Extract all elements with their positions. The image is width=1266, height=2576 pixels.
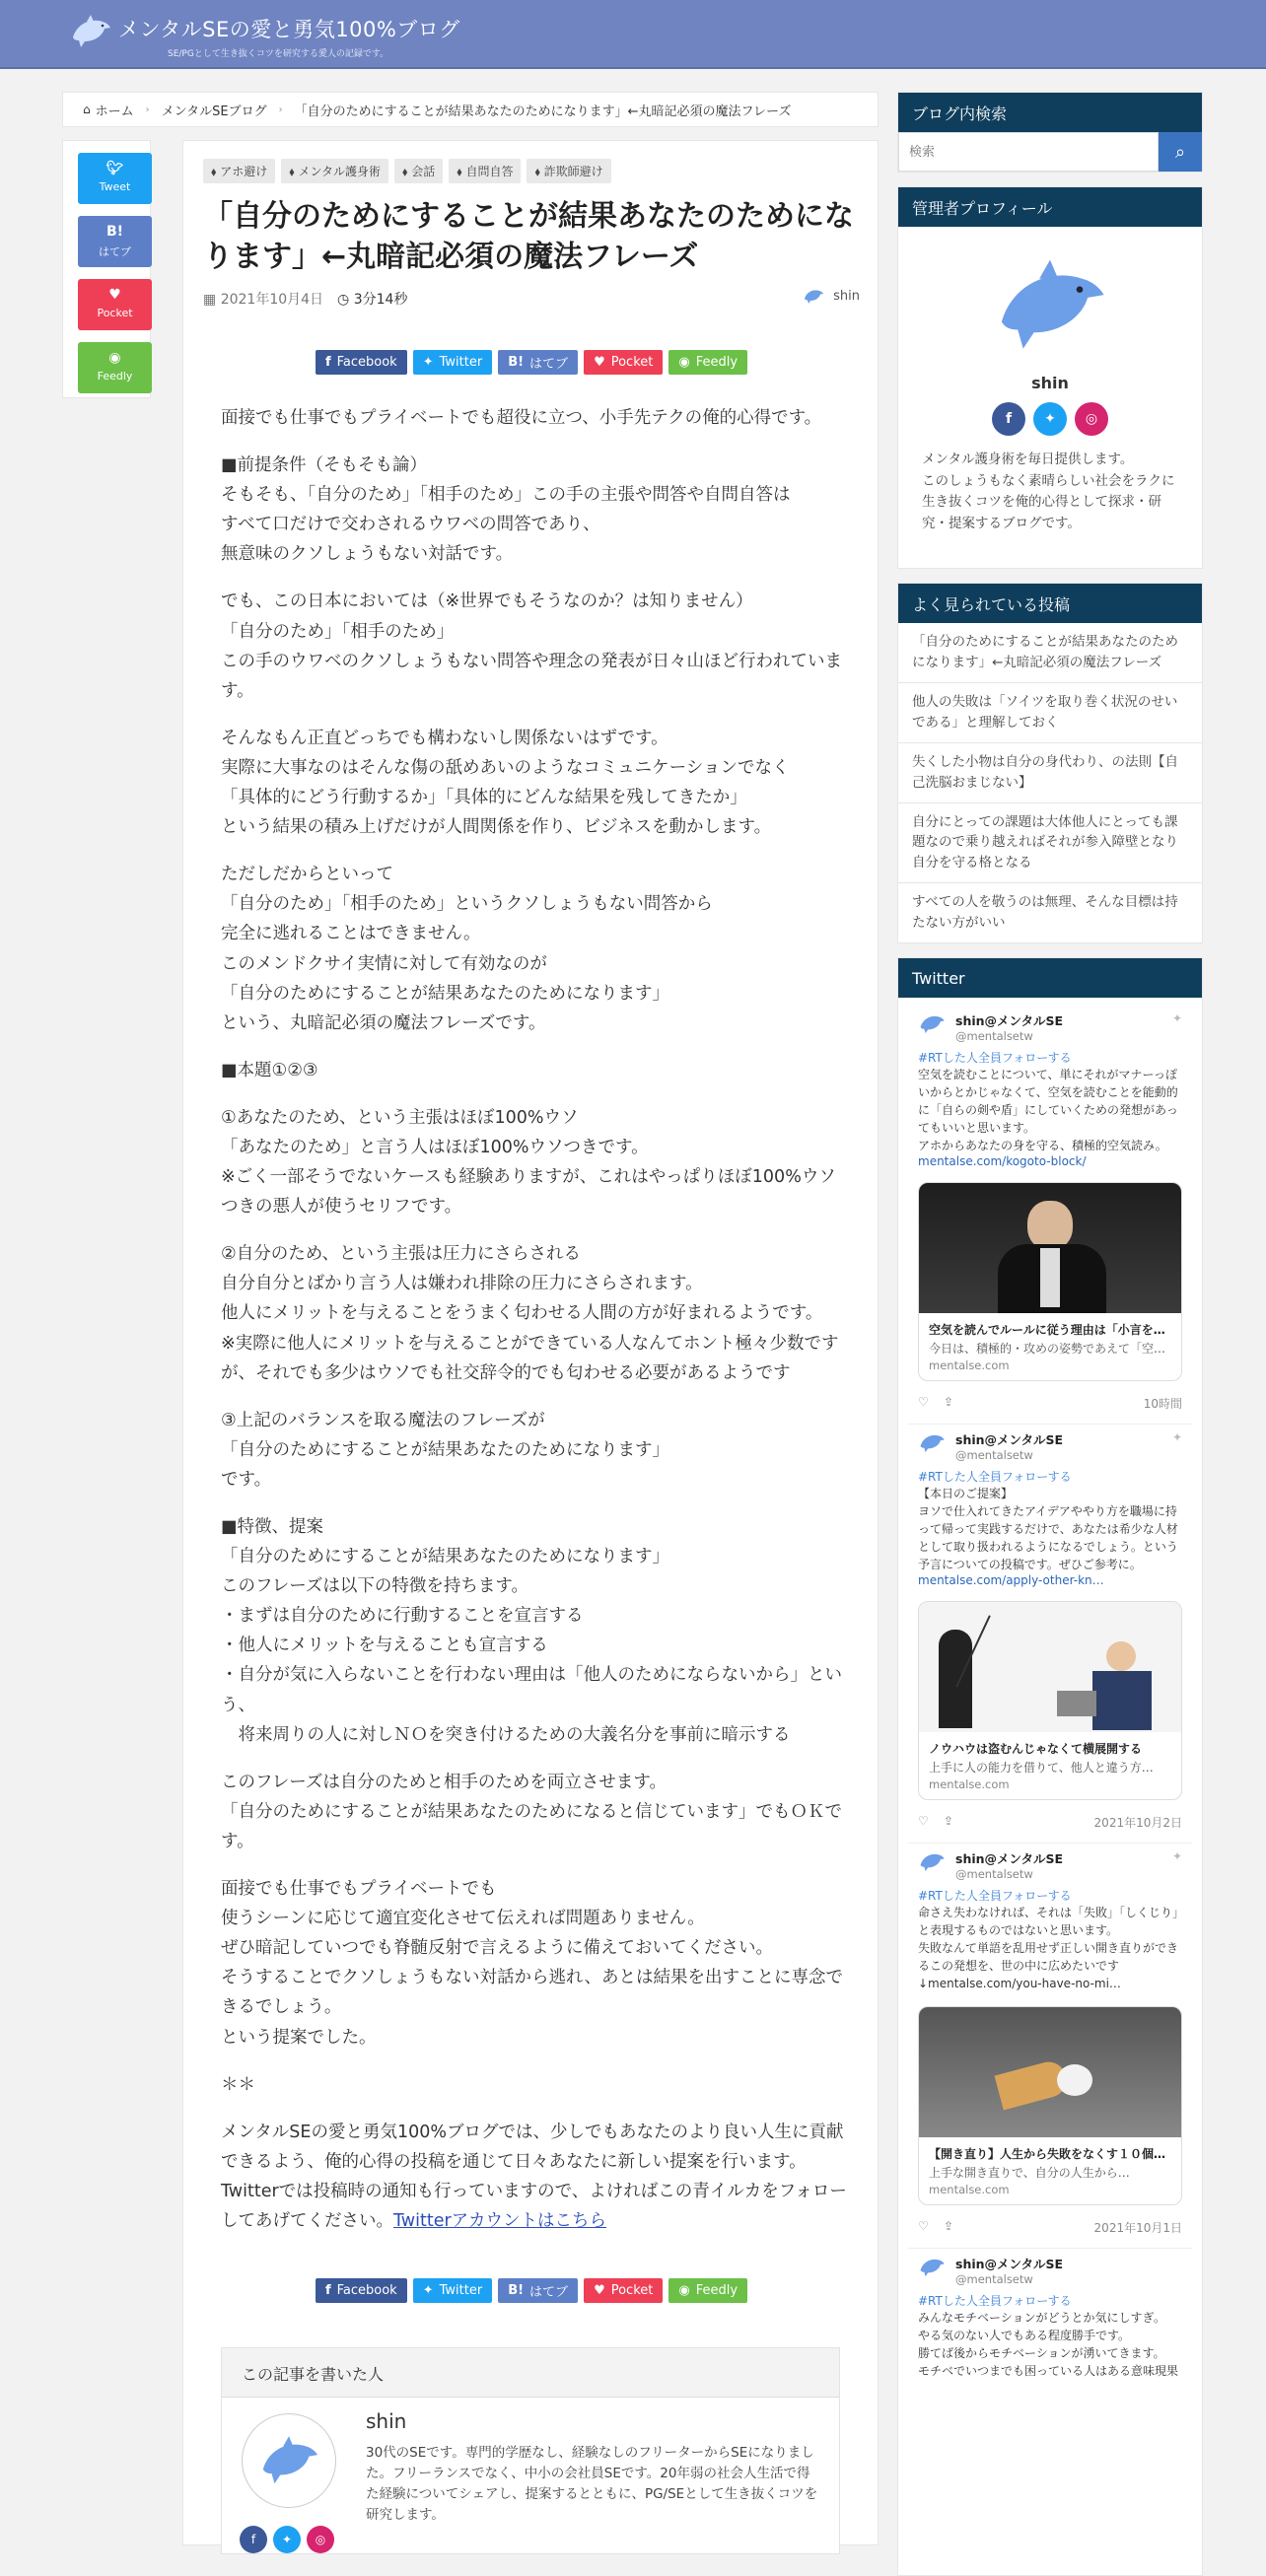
paragraph: ③上記のバランスを取る魔法のフレーズが 「自分のためにすることが結果あなたのためになります」 です。	[221, 1410, 669, 1490]
site-subtitle: SE/PGとして生き抜くコツを研究する愛人の記録です。	[168, 49, 389, 59]
paragraph: ①あなたのため、という主張はほぼ100%ウソ 「あなたのため」と言う人はほぼ100%ウソつきです。 ※ごく一部そうでないケースも経験ありますが、これはやっぱりほぼ100%ウソつきの悪人が使うセリフです。	[221, 1107, 836, 1218]
facebook-icon[interactable]: f	[240, 2526, 267, 2553]
twitter-widget-heading: Twitter	[898, 958, 1202, 998]
author-box-heading: この記事を書いた人	[222, 2348, 839, 2398]
heart-icon[interactable]: ♡	[918, 2219, 929, 2234]
read-time: ◷ 3分14秒	[337, 292, 408, 308]
twitter-account-link[interactable]: Twitterアカウントはこちら	[393, 2210, 606, 2231]
feedly-label: Feedly	[97, 370, 133, 383]
dolphin-icon	[257, 2433, 320, 2488]
tweet-author-name[interactable]: shin@メンタルSE	[955, 2257, 1064, 2272]
instagram-icon[interactable]: ◎	[1075, 402, 1108, 436]
floating-share-bar	[62, 140, 151, 398]
twitter-bird-icon[interactable]: ✦	[1171, 1430, 1182, 1445]
article-author[interactable]: shin	[802, 287, 860, 305]
rss-icon: ◉	[678, 2283, 690, 2298]
tag-item[interactable]: ⬧ 詐欺師避け	[527, 159, 610, 183]
facebook-share-button[interactable]: f Facebook	[316, 350, 407, 375]
search-widget-heading: ブログ内検索	[898, 93, 1202, 132]
twitter-icon: ✦	[422, 355, 434, 370]
tweet-hashtag[interactable]: #RTした人全員フォローする	[918, 1051, 1072, 1066]
tweet-button[interactable]	[78, 153, 152, 204]
tweet-card-image	[919, 2007, 1181, 2137]
sidebar	[897, 92, 1203, 2576]
tweet-handle[interactable]: @mentalsetw	[955, 1867, 1033, 1882]
tweet[interactable]	[908, 1425, 1192, 1844]
tweet[interactable]	[908, 2249, 1192, 2392]
popular-post-link[interactable]: 自分にとっての課題は大体他人にとっても課題なので乗り越えればそれが参入障壁となり自分を守る格となる	[898, 803, 1202, 884]
tweet-card-image	[919, 1183, 1181, 1313]
post-date: ▦ 2021年10月4日	[203, 292, 324, 308]
tweet-handle[interactable]: @mentalsetw	[955, 2272, 1033, 2287]
tweet-link[interactable]: mentalse.com/kogoto-block/	[918, 1154, 1087, 1169]
instagram-icon[interactable]: ◎	[307, 2526, 334, 2553]
author-avatar	[242, 2413, 336, 2508]
twitter-icon: ✦	[422, 2283, 434, 2298]
tweet-author-name[interactable]: shin@メンタルSE	[955, 1432, 1064, 1448]
breadcrumb-home[interactable]: ホーム	[95, 104, 134, 119]
chevron-right-icon: ›	[278, 104, 283, 115]
rss-icon: ◉	[108, 350, 121, 366]
chevron-right-icon: ›	[145, 104, 150, 115]
twitter-icon: 🐦︎	[106, 161, 124, 176]
article-body	[221, 403, 852, 2254]
popular-posts-heading: よく見られている投稿	[898, 584, 1202, 623]
tweet-handle[interactable]: @mentalsetw	[955, 1448, 1033, 1463]
tag-item[interactable]: ⬧ 自問自答	[449, 159, 521, 183]
dolphin-avatar-icon	[918, 2255, 946, 2278]
home-icon: ⌂	[83, 103, 91, 116]
facebook-share-button[interactable]: f Facebook	[316, 2278, 407, 2303]
dolphin-avatar-icon	[918, 1430, 946, 1454]
facebook-icon: f	[324, 2283, 331, 2298]
tweet-text: 命さえ失わなければ、それは「失敗」「しくじり」と表現するものではないと思います。 失敗なんて単語を乱用せず正しい開き直りができるこの発想を、世の中に広めたいです ↓mentalse.com/you-have-no-mi…	[918, 1906, 1179, 1991]
twitter-icon[interactable]: ✦	[273, 2526, 301, 2553]
hatebu-icon: B!	[508, 355, 525, 370]
author-social-links	[240, 2526, 334, 2553]
share-icon[interactable]: ⇪	[944, 1814, 954, 1829]
twitter-bird-icon[interactable]: ✦	[1171, 1011, 1182, 1026]
paragraph: ただしだからといって 「自分のため」「相手のため」というクソしょうもない問答から 完全に逃れることはできません。 このメンドクサイ実情に対して有効なのが 「自分のためにすることが結果あなたのためになります」 という、丸暗記必須の魔法フレーズです。	[221, 865, 713, 1033]
pocket-icon: ♥	[594, 2283, 605, 2298]
search-widget	[897, 92, 1203, 173]
profile-widget	[897, 186, 1203, 569]
tweet-time[interactable]: 2021年10月1日	[1093, 2221, 1182, 2236]
twitter-share-button[interactable]: ✦ Twitter	[413, 2278, 492, 2303]
tweet-link[interactable]: mentalse.com/apply-other-kn…	[918, 1573, 1104, 1588]
tweet-card-url: mentalse.com	[929, 1358, 1010, 1373]
paragraph: このフレーズは自分のためと相手のためを両立させます。 「自分のためにすることが結果あなたのためになると信じています」でもＯＫです。	[221, 1772, 842, 1851]
profile-social-links	[898, 402, 1202, 436]
author-box-desc: 30代のSEです。専門的学歴なし、経験なしのフリーターからSEになりました。フリーランスでなく、中小の会社員SEです。20年弱の社会人生活で得た経験についてシェアし、提案するとともに、PG/SEとして生き抜くコツを研究します。	[366, 2445, 818, 2523]
popular-post-link[interactable]: 失くした小物は自分の身代わり、の法則【自己洗脳おまじない】	[898, 743, 1202, 803]
share-row-top	[183, 350, 879, 375]
tweet-card-title: 空気を読んでルールに従う理由は「小言を…	[929, 1323, 1165, 1338]
breadcrumb-category[interactable]: メンタルSEブログ	[161, 104, 267, 119]
popular-post-link[interactable]: 「自分のためにすることが結果あなたのためになります」←丸暗記必須の魔法フレーズ	[898, 623, 1202, 683]
profile-name: shin	[1031, 374, 1069, 392]
tweet-label: Tweet	[99, 180, 131, 193]
heart-icon[interactable]: ♡	[918, 1395, 929, 1410]
paragraph: ■特徴、提案 「自分のためにすることが結果あなたのためになります」 このフレーズは以下の特徴を持ちます。 ・まずは自分のために行動することを宣言する ・他人にメリットを与えることも宣言する ・自分が気に入らないことを行わない理由は「他人のためにならないから」という、 将来周りの人に対しＮＯを突き付けるための大義名分を事前に暗示する	[221, 1517, 842, 1745]
tweet-hashtag[interactable]: #RTした人全員フォローする	[918, 2294, 1072, 2309]
profile-description: メンタル護身術を毎日提供します。 このしょうもなく素晴らしい社会をラクに生き抜くコツを俺的心得として探求・研究・提案するブログです。	[922, 452, 1175, 531]
breadcrumb-current: 「自分のためにすることが結果あなたのためになります」←丸暗記必須の魔法フレーズ	[294, 104, 792, 119]
pocket-share-button[interactable]: ♥ Pocket	[584, 2278, 663, 2303]
share-icon[interactable]: ⇪	[944, 1395, 954, 1410]
tweet-card-desc: 上手に人の能力を借りて、他人と違う方…	[929, 1761, 1154, 1775]
dolphin-avatar-icon	[918, 1849, 946, 1873]
tag-item[interactable]: ⬧ アホ避け	[203, 159, 275, 183]
paragraph: 面接でも仕事でもプライベートでも超役に立つ、小手先テクの俺的心得です。	[221, 408, 822, 428]
paragraph: ■前提条件（そもそも論） そもそも、「自分のため」「相手のため」この手の主張や問答や自問自答は すべて口だけで交わされるウワベの問答であり、 無意味のクソしょうもない対話です。	[221, 455, 791, 565]
tag-item[interactable]: ⬧ メンタル護身術	[281, 159, 388, 183]
paragraph: ②自分のため、という主張は圧力にさらされる 自分自分とばかり言う人は嫌われ排除の圧力にさらされます。 他人にメリットを与えることをうまく匂わせる人間の方が好まれるようです。 ※実際に他人にメリットを与えることができている人なんてホント極々少数ですが、それでも多少はウソでも社交辞令的でも匂わせる必要があるようです	[221, 1244, 839, 1383]
profile-widget-heading: 管理者プロフィール	[898, 187, 1202, 227]
tweet-handle[interactable]: @mentalsetw	[955, 1029, 1033, 1044]
dolphin-avatar-icon	[802, 287, 825, 305]
tweet-hashtag[interactable]: #RTした人全員フォローする	[918, 1889, 1072, 1904]
tweet-time[interactable]: 2021年10月2日	[1093, 1816, 1182, 1831]
tweet-card-url: mentalse.com	[929, 1777, 1010, 1792]
hatebu-share-button[interactable]: B! はてブ	[498, 2278, 578, 2303]
feedly-share-button[interactable]: ◉ Feedly	[668, 350, 747, 375]
twitter-icon[interactable]: ✦	[1033, 402, 1067, 436]
twitter-bird-icon[interactable]: ✦	[1171, 1849, 1182, 1864]
dolphin-profile-icon	[991, 256, 1109, 355]
tweet-link-card[interactable]	[918, 1182, 1182, 1381]
search-input[interactable]	[898, 132, 1159, 172]
heart-icon[interactable]: ♡	[918, 1814, 929, 1829]
author-box	[221, 2347, 840, 2554]
feedly-share-button[interactable]: ◉ Feedly	[668, 2278, 747, 2303]
facebook-icon: f	[324, 355, 331, 370]
tweet-card-desc: 今日は、積極的・攻めの姿勢であえて「空…	[929, 1342, 1166, 1357]
twitter-share-button[interactable]: ✦ Twitter	[413, 350, 492, 375]
hatebu-button[interactable]	[78, 216, 152, 267]
pocket-button[interactable]	[78, 279, 152, 330]
author-box-name: shin	[366, 2409, 407, 2433]
share-row-bottom	[183, 2278, 879, 2303]
article-title: 「自分のためにすることが結果あなたのためになります」←丸暗記必須の魔法フレーズ	[203, 199, 854, 275]
tweet[interactable]	[908, 1006, 1192, 1425]
article-meta	[203, 289, 407, 309]
clock-icon: ◷	[337, 292, 350, 308]
feedly-button[interactable]	[78, 342, 152, 393]
dolphin-avatar-icon	[918, 1011, 946, 1035]
hatebu-label: はてブ	[99, 245, 131, 258]
pocket-icon: ♥	[594, 355, 605, 370]
search-button[interactable]	[1159, 132, 1202, 172]
paragraph: でも、この日本においては（※世界でもそうなのか？は知りません） 「自分のため」「相手のため」 この手のウワベのクソしょうもない問答や理念の発表が日々山ほど行われています。	[221, 592, 842, 701]
site-logo[interactable]	[69, 14, 460, 59]
pocket-label: Pocket	[97, 307, 133, 319]
dolphin-logo-icon	[69, 14, 112, 49]
popular-post-link[interactable]: すべての人を敬うのは無理、そんな目標は持たない方がいい	[912, 894, 1178, 932]
tweet-card-title: 【開き直り】人生から失敗をなくす１０個…	[929, 2147, 1166, 2162]
paragraph: そんなもん正直どっちでも構わないし関係ないはずです。 実際に大事なのはそんな傷の舐めあいのようなコミュニケーションでなく 「具体的にどう行動するか」「具体的にどんな結果を残してきたか」 という結果の積み上げだけが人間関係を作り、ビジネスを動かします。	[221, 728, 790, 838]
site-title: メンタルSEの愛と勇気100%ブログ	[118, 18, 460, 41]
search-icon: ⌕	[1174, 141, 1186, 162]
facebook-icon[interactable]: f	[992, 402, 1025, 436]
paragraph: ■本題①②③	[221, 1060, 318, 1080]
tweet-author-name[interactable]: shin@メンタルSE	[955, 1851, 1064, 1867]
share-icon[interactable]: ⇪	[944, 2219, 954, 2234]
tweet-hashtag[interactable]: #RTした人全員フォローする	[918, 1470, 1072, 1485]
tweet-text: みんなモチベーションがどうとか気にしすぎ。 やる気のない人でもある程度勝手です。 勝てば後からモチベーションが湧いてきます。 モチベでいつまでも困っている人はある意味現果	[918, 2311, 1179, 2379]
paragraph: 面接でも仕事でもプライベートでも 使うシーンに応じて適宜変化させて伝えれば問題ありません。 ぜひ暗記していつでも脊髄反射で言えるように備えておいてください。 そうすることでクソしょうもない対話から逃れ、あとは結果を出すことに専念できるでしょう。 という提案でした。	[221, 1879, 844, 2048]
tweet-time[interactable]: 10時間	[1143, 1397, 1182, 1412]
twitter-timeline[interactable]	[898, 998, 1202, 2575]
paragraph: ＊＊	[221, 2074, 255, 2095]
popular-posts-widget	[897, 583, 1203, 943]
tweet[interactable]	[908, 1844, 1192, 2249]
hatebu-share-button[interactable]: B! はてブ	[498, 350, 578, 375]
tweet-text: 【本日のご提案】 ヨソで仕入れてきたアイデアややり方を職場に持って帰って実践するだけで、あなたは希少な人材として取り扱われるようになるでしょう。という予言についての投稿です。ぜひご参考に。	[918, 1487, 1178, 1572]
popular-post-link[interactable]: 他人の失敗は「ソイツを取り巻く状況のせいである」と理解しておく	[898, 683, 1202, 743]
tweet-card-title: ノウハウは盗むんじゃなくて横展開する	[929, 1742, 1143, 1757]
rss-icon: ◉	[678, 355, 690, 370]
calendar-icon: ▦	[203, 292, 217, 308]
tweet-card-image	[919, 1602, 1181, 1732]
tweet-card-desc: 上手な開き直りで、自分の人生から…	[929, 2166, 1130, 2181]
tag-list	[203, 159, 611, 183]
site-header	[0, 0, 1266, 69]
tweet-link-card[interactable]	[918, 1601, 1182, 1800]
tweet-link-card[interactable]	[918, 2006, 1182, 2205]
pocket-icon: ♥	[108, 287, 121, 303]
tag-item[interactable]: ⬧ 会話	[394, 159, 443, 183]
tweet-card-url: mentalse.com	[929, 2183, 1010, 2197]
hatebu-icon: B!	[508, 2283, 525, 2298]
pocket-share-button[interactable]: ♥ Pocket	[584, 350, 663, 375]
hatebu-icon: B!	[106, 224, 124, 240]
twitter-widget	[897, 957, 1203, 2576]
breadcrumb	[62, 92, 879, 127]
tweet-author-name[interactable]: shin@メンタルSE	[955, 1013, 1064, 1029]
tweet-text: 空気を読むことについて、単にそれがマナーっぽいからとかじゃなくて、空気を読むことを能動的に「自らの剣や盾」にしていくための発想があってもいいと思います。 アホからあなたの身を守る、積極的空気読み。	[918, 1068, 1178, 1153]
article-main	[182, 140, 879, 2545]
closing-paragraph: メンタルSEの愛と勇気100%ブログでは、少しでもあなたのより良い人生に貢献できるよう、俺的心得の投稿を通じて日々あなたに新しい提案を行います。 Twitterでは投稿時の通知も行っていますので、よければこの青イルカをフォローしてあげてください。Twitterアカウントはこちら	[221, 2122, 847, 2231]
